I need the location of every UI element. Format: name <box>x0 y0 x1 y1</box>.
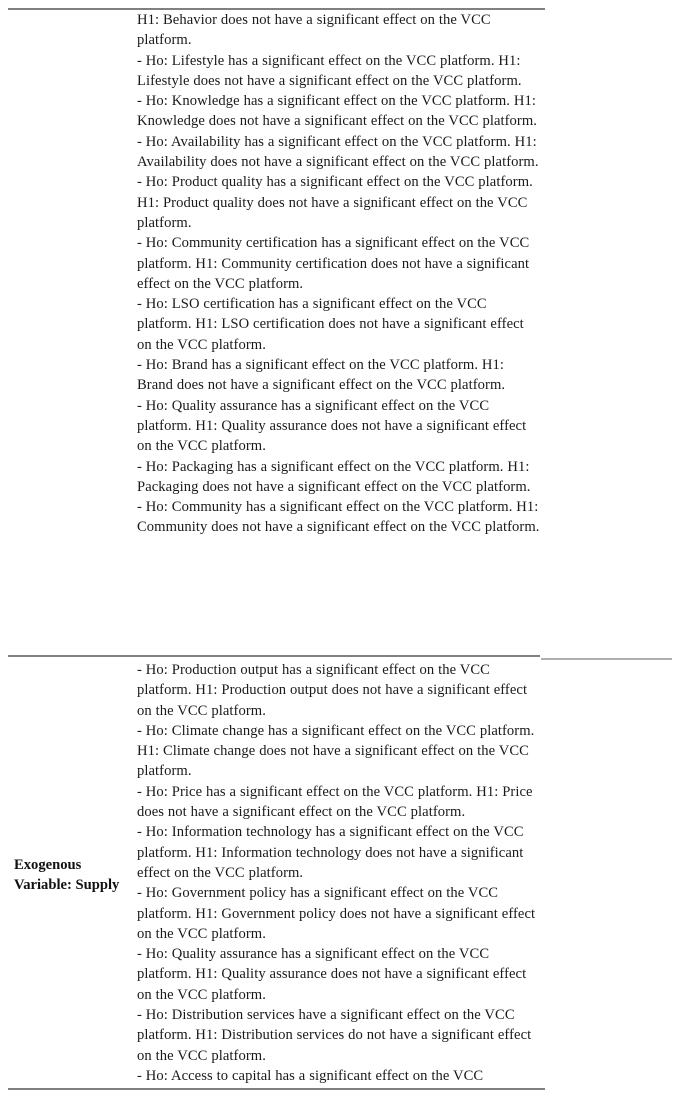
hypothesis-item: - Ho: Community certification has a significant effect on the VCC platform. H1: Community certification does not have a significant effect on the VCC platform. <box>137 235 530 292</box>
hypothesis-item: - Ho: Quality assurance has a significant effect on the VCC platform. H1: Quality assurance does not have a significant effect on the VCC platform. <box>137 397 527 455</box>
table-row <box>0 10 680 538</box>
hypothesis-item: H1: Behavior does not have a significant effect on the VCC platform. <box>137 12 491 49</box>
hypothesis-item: - Ho: Packaging has a significant effect on the VCC platform. H1: Packaging does not have a significant effect on the VCC platform. <box>137 458 531 495</box>
hypothesis-item: - Ho: Brand has a significant effect on the VCC platform. H1: Brand does not have a significant effect on the VCC platform. <box>137 357 506 394</box>
hypothesis-item: - Ho: Product quality has a significant effect on the VCC platform. H1: Product quality does not have a significant effect on the VCC platform. <box>137 174 533 231</box>
hypothesis-item: - Ho: Availability has a significant effect on the VCC platform. H1: Availability does not have a significant effect on the VCC platform. <box>137 133 539 171</box>
hypothesis-item: - Ho: Production output has a significant effect on the VCC platform. H1: Production output does not have a significant effect on the VCC platform. <box>137 662 528 719</box>
row-label-line-1: Exogenous <box>14 857 82 873</box>
row-label-line-2: Variable: Supply <box>14 877 120 894</box>
table-row <box>0 660 680 1086</box>
hypothesis-item: - Ho: Access to capital has a significant effect on the VCC <box>137 1067 484 1084</box>
hypothesis-item: - Ho: Price has a significant effect on the VCC platform. H1: Price does not have a significant effect on the VCC platform. <box>137 783 533 821</box>
row-label-cell-empty <box>0 10 137 11</box>
hypothesis-item: - Ho: Information technology has a significant effect on the VCC platform. H1: Information technology does not have a significant effect on the VCC platform. <box>137 824 524 881</box>
row-hypotheses-cell <box>137 660 540 1086</box>
hypothesis-item: - Ho: Climate change has a significant effect on the VCC platform. H1: Climate change does not have a significant effect on the VCC platform. <box>137 722 535 780</box>
hypothesis-item: - Ho: Community has a significant effect on the VCC platform. H1: Community does not have a significant effect on the VCC platform. <box>137 499 540 536</box>
hypothesis-item: - Ho: Quality assurance has a significant effect on the VCC platform. H1: Quality assurance does not have a significant effect on the VCC platform. <box>137 946 527 1003</box>
hypothesis-item: - Ho: Knowledge has a significant effect on the VCC platform. H1: Knowledge does not have a significant effect on the VCC platform. <box>137 93 538 130</box>
hypothesis-item: - Ho: Government policy has a significant effect on the VCC platform. H1: Government policy does not have a significant effect on the VCC platform. <box>137 885 536 942</box>
row-hypotheses-cell <box>137 10 540 538</box>
table-middle-rule <box>8 655 540 657</box>
hypothesis-item: - Ho: Distribution services have a significant effect on the VCC platform. H1: Distribution services do not have a significant effect on the VCC platform. <box>137 1007 532 1064</box>
table-bottom-rule <box>8 1088 545 1090</box>
hypothesis-item: - Ho: LSO certification has a significant effect on the VCC platform. H1: LSO certification does not have a significant effect on the VCC platform. <box>137 296 524 353</box>
row-label-cell <box>0 660 137 896</box>
hypothesis-item: - Ho: Lifestyle has a significant effect on the VCC platform. H1: Lifestyle does not have a significant effect on the VCC platform. <box>137 52 522 89</box>
